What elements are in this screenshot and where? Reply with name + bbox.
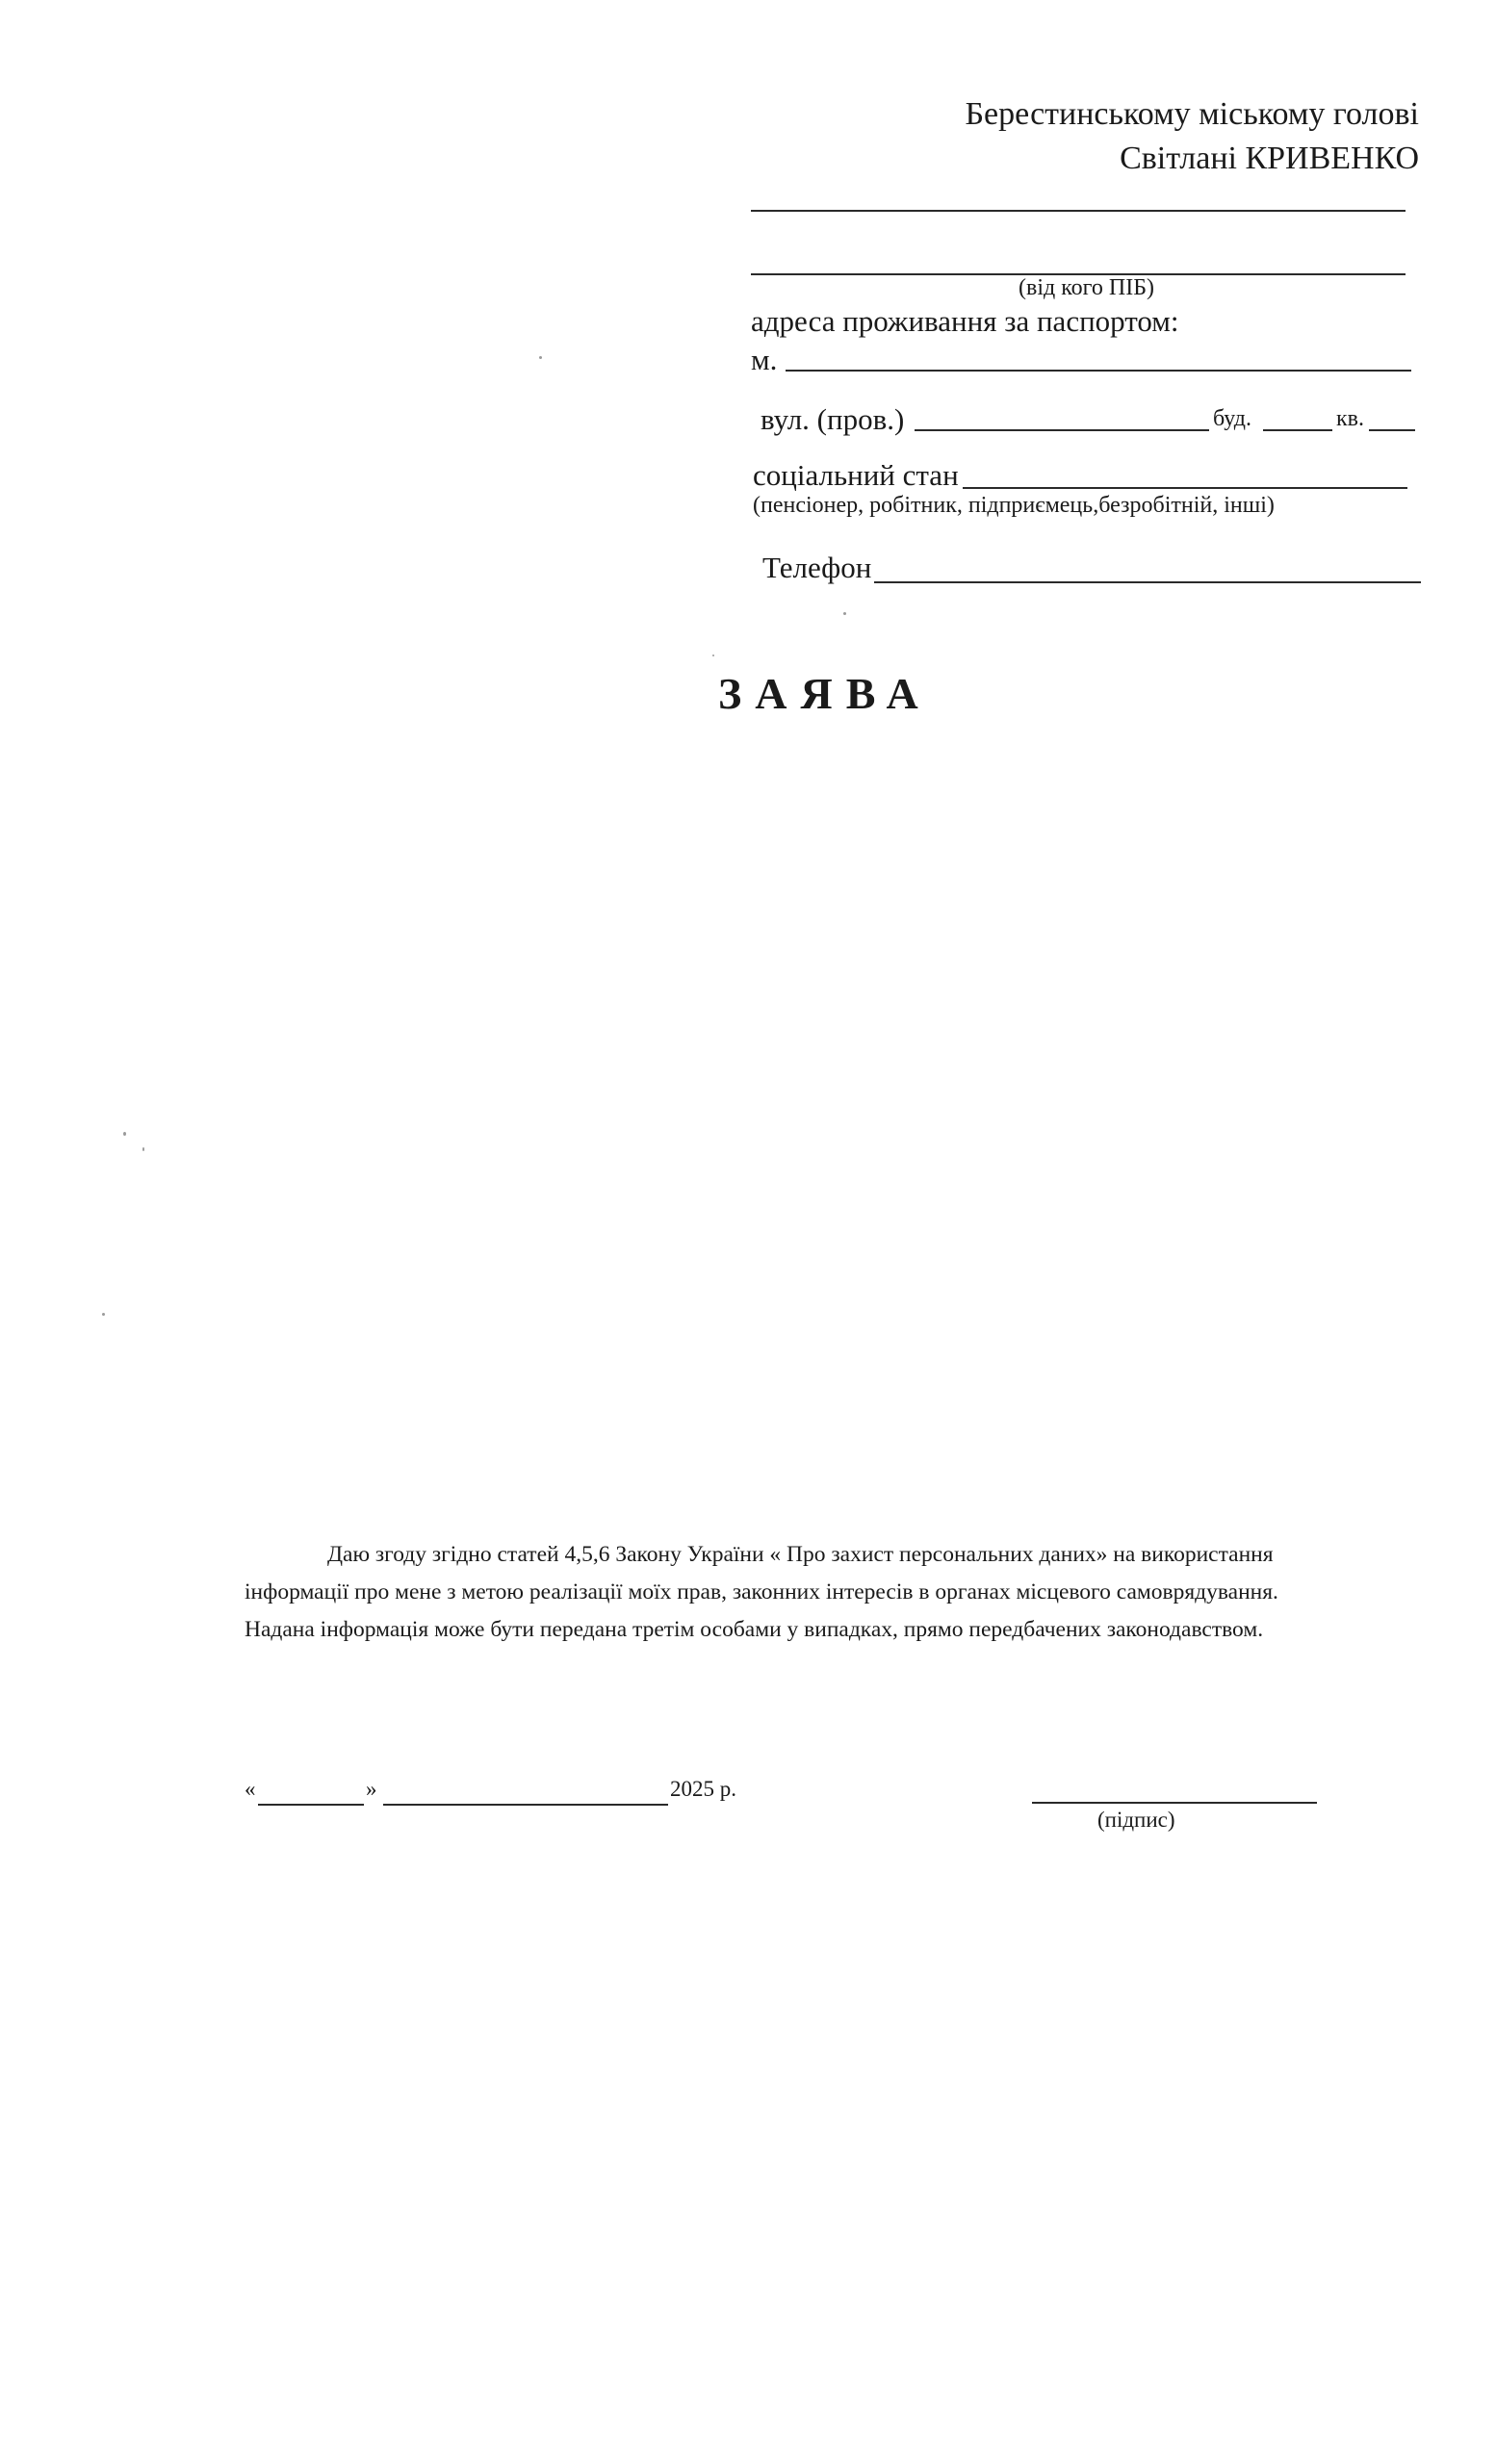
house-label: буд. bbox=[1213, 406, 1251, 431]
scan-speck bbox=[539, 356, 542, 359]
signature-line[interactable] bbox=[1032, 1802, 1317, 1804]
date-day-line[interactable] bbox=[258, 1804, 364, 1806]
addressee-line-2: Світлані КРИВЕНКО bbox=[1120, 141, 1419, 176]
date-close-quote: » bbox=[366, 1777, 377, 1801]
scan-speck bbox=[843, 612, 846, 615]
scan-speck bbox=[142, 1147, 144, 1151]
consent-line-3: Надана інформація може бути передана третім особами у випадках, прямо передбачених законодавством. bbox=[245, 1617, 1264, 1642]
city-field-line[interactable] bbox=[786, 370, 1411, 372]
date-open-quote: « bbox=[245, 1777, 256, 1801]
city-label: м. bbox=[751, 343, 778, 376]
phone-label: Телефон bbox=[762, 551, 872, 584]
scan-speck bbox=[712, 654, 714, 656]
addressee-line-1: Берестинському міському голові bbox=[965, 96, 1419, 132]
social-status-hint: (пенсіонер, робітник, підприємець,безробітній, інші) bbox=[753, 493, 1275, 518]
date-month-line[interactable] bbox=[383, 1804, 668, 1806]
consent-line-1: Даю згоду згідно статей 4,5,6 Закону України « Про захист персональних даних» на використання bbox=[327, 1542, 1274, 1567]
phone-field-line[interactable] bbox=[874, 581, 1421, 583]
apartment-field-line[interactable] bbox=[1369, 429, 1415, 431]
consent-paragraph bbox=[245, 1536, 1371, 1649]
apartment-label: кв. bbox=[1336, 406, 1364, 431]
street-field-line[interactable] bbox=[915, 429, 1209, 431]
sender-name-line-1[interactable] bbox=[751, 210, 1406, 212]
scan-speck bbox=[102, 1313, 105, 1316]
house-field-line[interactable] bbox=[1263, 429, 1332, 431]
signature-hint: (підпис) bbox=[1097, 1808, 1175, 1832]
social-status-label: соціальний стан bbox=[753, 458, 959, 492]
date-year: 2025 р. bbox=[670, 1777, 736, 1801]
document-title: ЗАЯВА bbox=[718, 669, 932, 718]
scan-speck bbox=[123, 1132, 126, 1136]
social-status-field-line[interactable] bbox=[963, 487, 1407, 489]
street-label: вул. (пров.) bbox=[761, 402, 905, 436]
consent-line-2: інформації про мене з метою реалізації моїх прав, законних інтересів в органах місцевого самоврядування. bbox=[245, 1579, 1278, 1604]
address-label: адреса проживання за паспортом: bbox=[751, 304, 1179, 338]
pib-hint: (від кого ПІБ) bbox=[1019, 275, 1154, 300]
